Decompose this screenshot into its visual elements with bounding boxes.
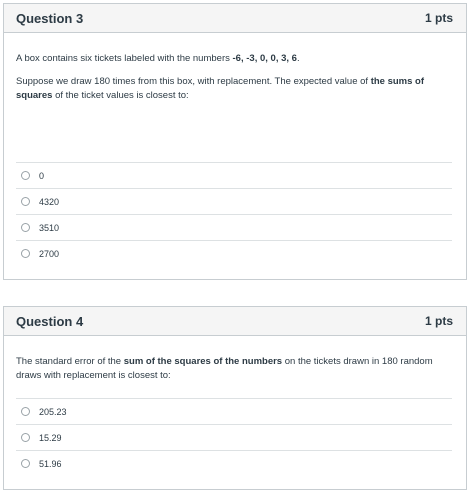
answer-label: 4320 [39,196,60,207]
answer-option[interactable] [16,424,452,450]
question-text-body: The standard error of the sum of the squares of the numbers on the tickets drawn in 180 random draws with replacement is closest to: [16,356,433,381]
question-title: Question 3 [16,10,84,26]
answer-list [16,398,452,476]
question-text [16,355,452,383]
answer-label: 3510 [39,222,60,233]
question-text [16,52,452,103]
answer-option[interactable] [16,188,452,214]
question-3-card [3,3,467,280]
answer-option[interactable] [16,214,452,240]
question-text-line-2: Suppose we draw 180 times from this box, with replacement. The expected value of the sums of squares of the ticket values is closest to: [16,76,424,101]
answer-option[interactable] [16,162,452,188]
answer-option[interactable] [16,398,452,424]
answer-list [16,162,452,266]
question-points: 1 pts [424,11,453,25]
answer-option[interactable] [16,240,452,266]
radio-button[interactable] [21,197,30,206]
question-4-card [3,306,467,490]
answer-label: 205.23 [39,406,67,417]
answer-option[interactable] [16,450,452,476]
answer-label: 2700 [39,248,60,259]
question-title: Question 4 [16,313,84,329]
radio-button[interactable] [21,459,30,468]
radio-button[interactable] [21,171,30,180]
question-header [4,4,466,33]
question-points: 1 pts [424,314,453,328]
radio-button[interactable] [21,407,30,416]
answer-label: 0 [39,170,45,181]
question-text-line-1: A box contains six tickets labeled with the numbers -6, -3, 0, 0, 3, 6. [16,53,300,64]
question-header [4,307,466,336]
radio-button[interactable] [21,223,30,232]
radio-button[interactable] [21,249,30,258]
ticket-numbers: -6, -3, 0, 0, 3, 6 [232,53,297,64]
radio-button[interactable] [21,433,30,442]
answer-label: 51.96 [39,458,62,469]
answer-label: 15.29 [39,432,62,443]
